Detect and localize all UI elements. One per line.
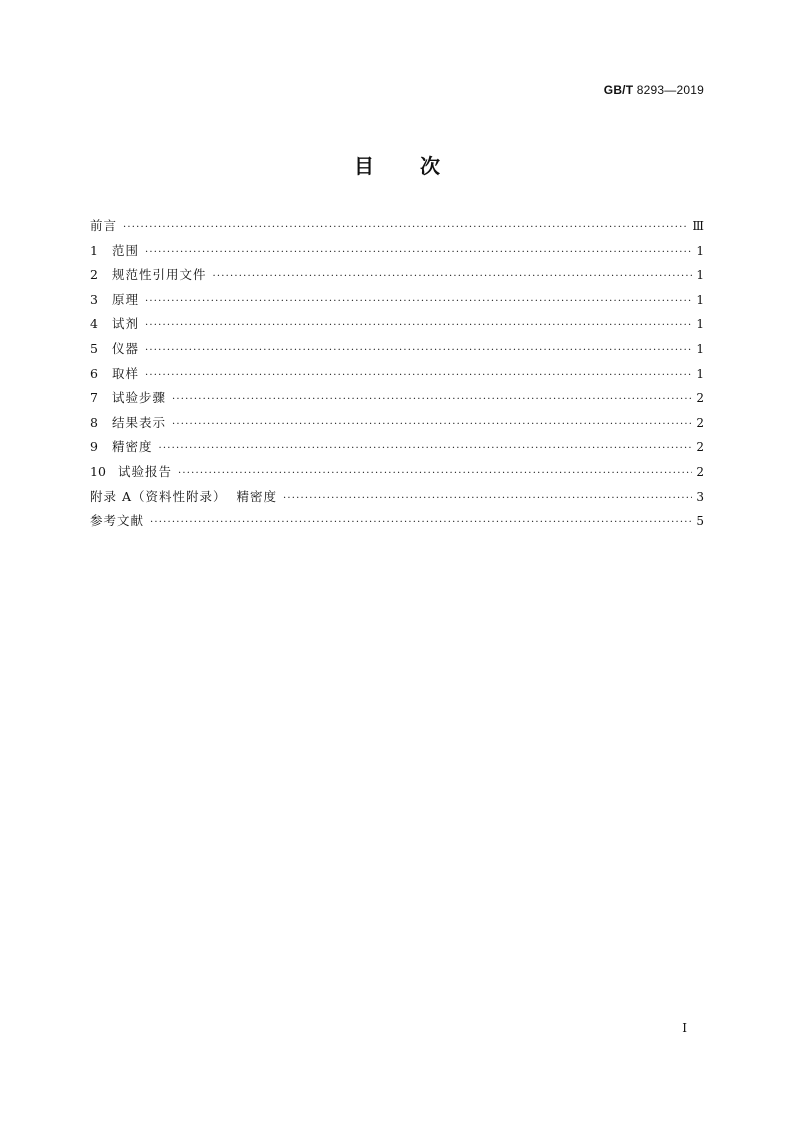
toc-leader-dots bbox=[145, 316, 692, 336]
standard-number-header bbox=[604, 83, 704, 97]
toc-page-number: 1 bbox=[696, 341, 704, 356]
toc-leader-dots bbox=[172, 415, 692, 435]
toc-entry-bibliography[interactable] bbox=[90, 511, 704, 536]
toc-entry-2[interactable] bbox=[90, 265, 704, 290]
standard-code: GB/T bbox=[603, 83, 634, 97]
toc-label: 附录 A（资料性附录） 精密度 bbox=[90, 488, 277, 504]
toc-page-number: 5 bbox=[696, 514, 704, 529]
toc-number: 4 bbox=[90, 316, 98, 332]
standard-number: 8293—2019 bbox=[636, 83, 704, 97]
toc-label: 取样 bbox=[112, 365, 140, 381]
toc-entry-foreword[interactable] bbox=[90, 216, 704, 241]
toc-leader-dots bbox=[150, 513, 692, 533]
toc-number: 2 bbox=[90, 267, 98, 283]
toc-page-number: 2 bbox=[696, 440, 704, 455]
toc-leader-dots bbox=[172, 390, 692, 410]
toc-number: 6 bbox=[90, 365, 98, 381]
toc-number: 7 bbox=[90, 390, 98, 406]
toc-leader-dots bbox=[213, 267, 693, 287]
toc-leader-dots bbox=[123, 218, 688, 238]
toc-number: 9 bbox=[90, 439, 98, 455]
toc-label: 规范性引用文件 bbox=[112, 267, 207, 283]
toc-label: 参考文献 bbox=[90, 513, 145, 529]
toc-number: 3 bbox=[90, 291, 98, 307]
title-char-1: 目 bbox=[354, 154, 374, 178]
toc-label: 结果表示 bbox=[112, 414, 167, 430]
toc-label: 试剂 bbox=[112, 316, 140, 332]
toc-entry-6[interactable] bbox=[90, 364, 704, 389]
toc-label: 试验报告 bbox=[118, 463, 173, 479]
toc-entry-9[interactable] bbox=[90, 437, 704, 462]
toc-leader-dots bbox=[145, 243, 692, 263]
toc-page-number: 2 bbox=[696, 464, 704, 479]
toc-entry-10[interactable] bbox=[90, 462, 704, 487]
toc-number: 1 bbox=[90, 242, 98, 258]
toc-label: 仪器 bbox=[112, 340, 140, 356]
toc-leader-dots bbox=[145, 292, 692, 312]
toc-number: 5 bbox=[90, 340, 98, 356]
toc-label: 试验步骤 bbox=[112, 390, 167, 406]
toc-entry-1[interactable] bbox=[90, 241, 704, 266]
toc-number: 8 bbox=[90, 414, 98, 430]
title-char-2: 次 bbox=[420, 154, 440, 178]
toc-leader-dots bbox=[145, 341, 692, 361]
toc-entry-8[interactable] bbox=[90, 413, 704, 438]
page-title bbox=[0, 150, 794, 179]
toc-page-number: 2 bbox=[696, 415, 704, 430]
toc-page-number: Ⅲ bbox=[692, 219, 704, 233]
toc-entry-3[interactable] bbox=[90, 290, 704, 315]
table-of-contents bbox=[90, 216, 704, 536]
toc-page-number: 1 bbox=[696, 292, 704, 307]
toc-page-number: 1 bbox=[696, 317, 704, 332]
toc-entry-7[interactable] bbox=[90, 388, 704, 413]
toc-page-number: 1 bbox=[696, 366, 704, 381]
toc-page-number: 1 bbox=[696, 243, 704, 258]
toc-page-number: 2 bbox=[696, 391, 704, 406]
toc-label: 精密度 bbox=[112, 439, 153, 455]
toc-leader-dots bbox=[145, 366, 692, 386]
toc-entry-annex-a[interactable] bbox=[90, 487, 704, 512]
toc-label: 范围 bbox=[112, 242, 140, 258]
toc-label: 前言 bbox=[90, 218, 118, 233]
toc-label: 原理 bbox=[112, 291, 140, 307]
toc-number: 10 bbox=[90, 463, 106, 479]
toc-leader-dots bbox=[178, 464, 692, 484]
toc-leader-dots bbox=[159, 439, 693, 459]
toc-page-number: 3 bbox=[696, 489, 704, 504]
toc-entry-4[interactable] bbox=[90, 314, 704, 339]
toc-leader-dots bbox=[283, 489, 692, 509]
page-number: I bbox=[682, 1021, 687, 1035]
toc-entry-5[interactable] bbox=[90, 339, 704, 364]
toc-page-number: 1 bbox=[696, 268, 704, 283]
